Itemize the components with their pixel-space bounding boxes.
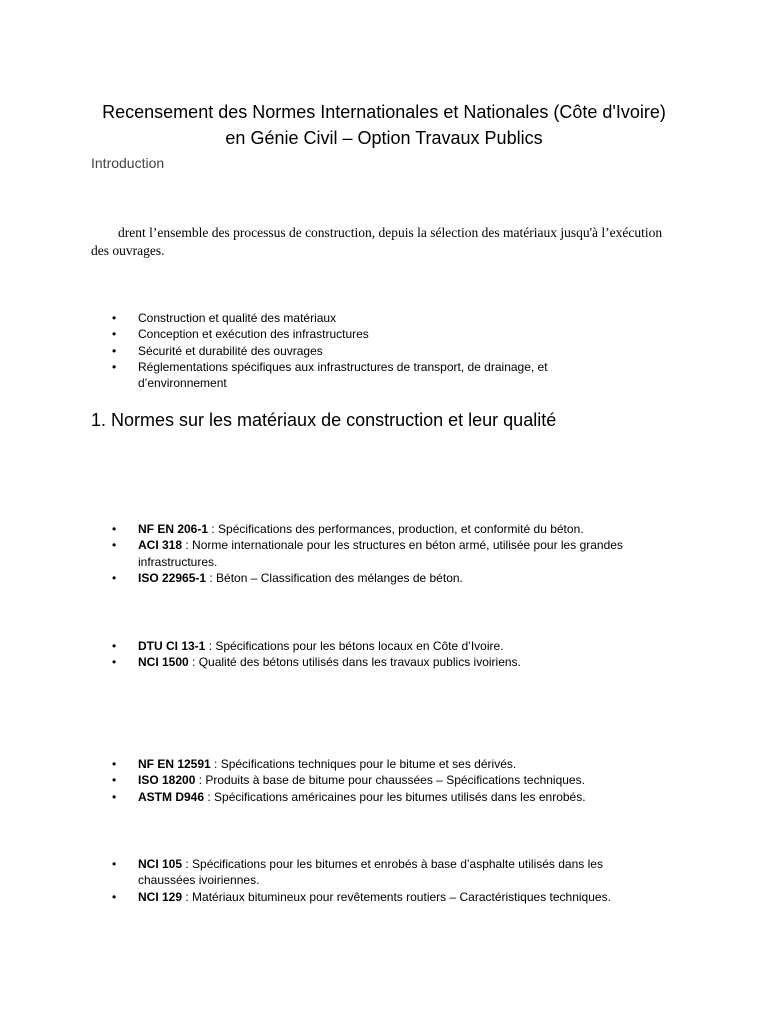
norm-code: NF EN 12591 <box>138 757 211 771</box>
intro-paragraph <box>91 224 681 260</box>
intl-concrete-list <box>91 521 691 586</box>
norm-desc: : Produits à base de bitume pour chaussées – Spécifications techniques. <box>195 773 585 788</box>
list-item <box>91 756 691 772</box>
list-item <box>91 638 691 654</box>
norm-desc: : Béton – Classification des mélanges de béton. <box>206 570 463 585</box>
scope-list <box>91 310 611 391</box>
norm-desc: : Norme internationale pour les structures en béton armé, utilisée pour les grandes infrastructures. <box>138 538 623 569</box>
norm-code: ISO 22965-1 <box>138 570 207 585</box>
list-item <box>91 856 651 889</box>
norm-desc: : Qualité des bétons utilisés dans les travaux publics ivoiriens. <box>188 655 521 670</box>
list-item <box>91 789 691 805</box>
list-item: • Réglementations spécifiques aux infrastructures de transport, de drainage, et d’environnement <box>91 359 611 392</box>
list-item <box>91 772 691 788</box>
norm-desc: : Spécifications pour les bétons locaux en Côte d’Ivoire. <box>205 639 504 653</box>
norm-desc: : Matériaux bitumineux pour revêtements routiers – Caractéristiques techniques. <box>182 889 611 904</box>
national-bitumen-list <box>91 856 651 905</box>
document-title <box>40 99 728 151</box>
list-item <box>91 889 651 905</box>
norm-desc: : Spécifications pour les bitumes et enrobés à base d’asphalte utilisés dans les chaussées ivoiriennes. <box>138 857 603 888</box>
list-item <box>91 570 691 586</box>
section-1-heading: 1. Normes sur les matériaux de construction et leur qualité <box>91 410 557 430</box>
intro-paragraph-text: drent l’ensemble des processus de construction, depuis la sélection des matériaux jusqu'à l’exécution des ouvrages. <box>91 225 663 258</box>
norm-code: ISO 18200 <box>138 773 196 788</box>
norm-code: NF EN 206-1 <box>138 522 209 536</box>
title-line-1: Recensement des Normes Internationales et Nationales (Côte d'Ivoire) <box>102 102 666 122</box>
norm-code: ACI 318 <box>138 538 183 553</box>
list-item: • Sécurité et durabilité des ouvrages <box>91 343 611 359</box>
title-line-2: en Génie Civil – Option Travaux Publics <box>225 128 543 148</box>
list-item <box>91 654 691 670</box>
norm-code: NCI 1500 <box>138 655 189 670</box>
introduction-heading: Introduction <box>91 155 165 171</box>
list-item <box>91 521 691 537</box>
intl-bitumen-list <box>91 756 691 805</box>
list-item <box>91 537 691 570</box>
norm-desc: : Spécifications techniques pour le bitume et ses dérivés. <box>210 757 517 771</box>
norm-code: DTU CI 13-1 <box>138 639 206 653</box>
norm-code: NCI 129 <box>138 889 183 904</box>
list-item: • Conception et exécution des infrastructures <box>91 326 611 342</box>
norm-desc: : Spécifications des performances, production, et conformité du béton. <box>208 522 584 536</box>
norm-code: NCI 105 <box>138 857 183 871</box>
norm-desc: : Spécifications américaines pour les bitumes utilisés dans les enrobés. <box>204 789 586 804</box>
norm-code: ASTM D946 <box>138 789 205 804</box>
national-concrete-list <box>91 638 691 671</box>
list-item: • Construction et qualité des matériaux <box>91 310 611 326</box>
